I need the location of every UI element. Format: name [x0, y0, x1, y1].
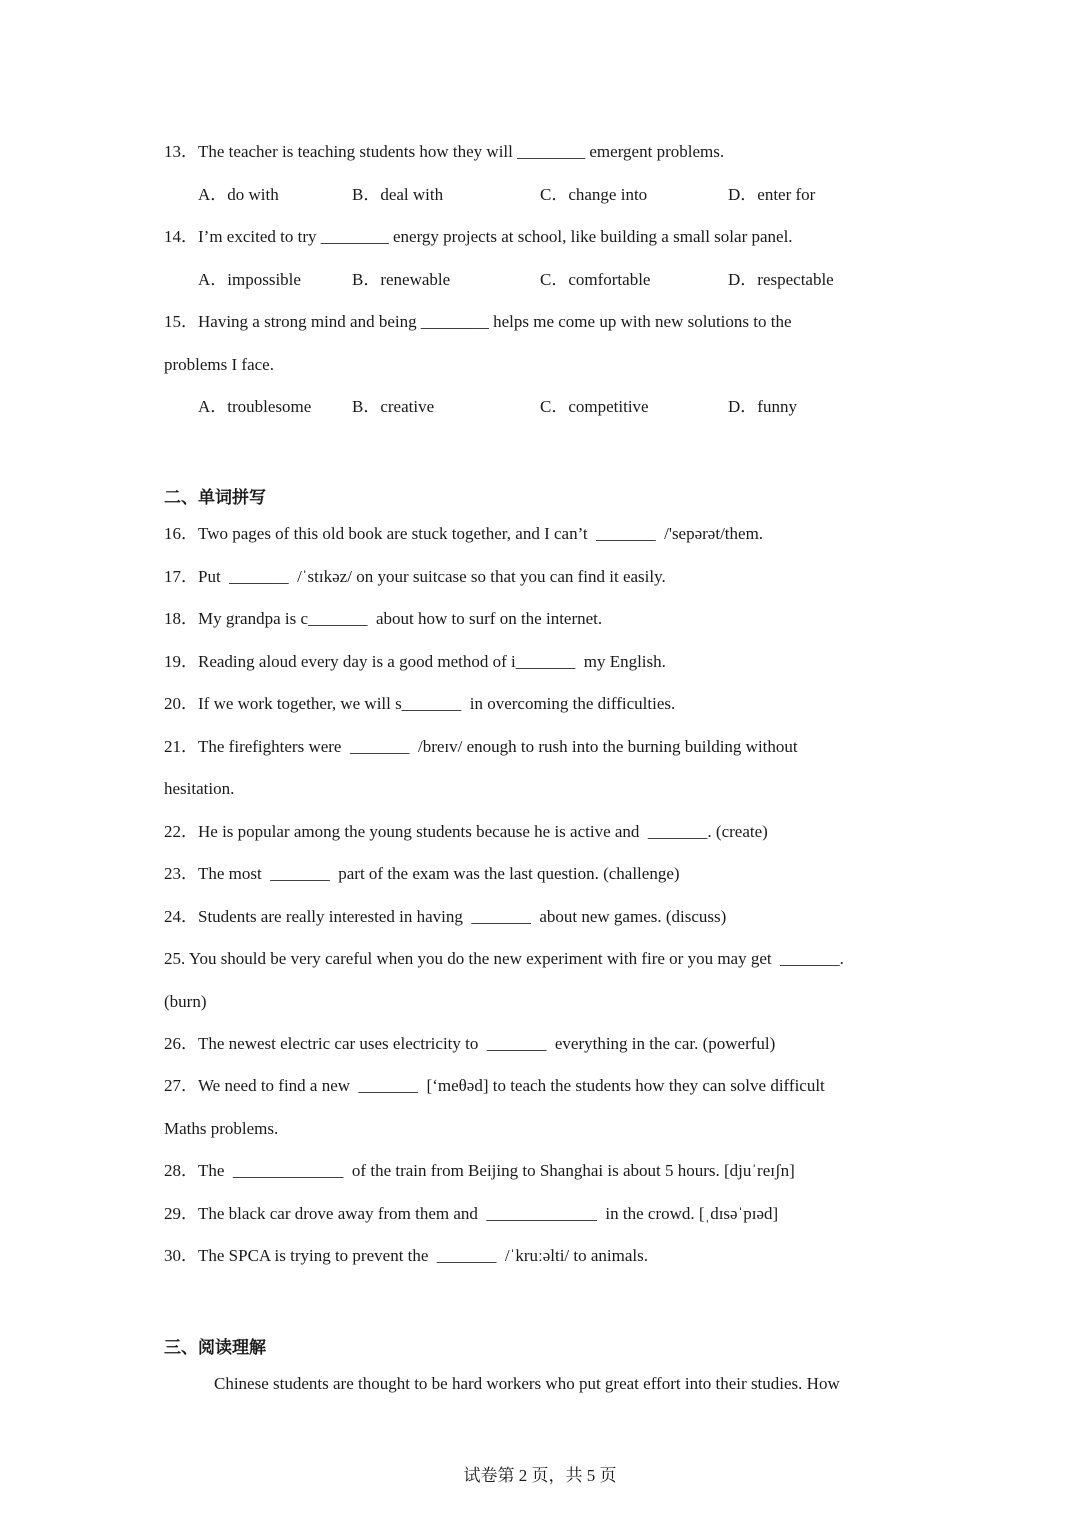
question-25-line2: (burn) — [164, 992, 207, 1011]
option-a: A．do with — [198, 185, 279, 204]
question-21-line2: hesitation. — [164, 779, 235, 798]
question-13-stem: 13．The teacher is teaching students how they will ________ emergent problems. — [164, 142, 725, 161]
page-footer: 试卷第 2 页，共 5 页 — [463, 1466, 617, 1485]
section-3-title: 三、阅读理解 — [164, 1338, 266, 1358]
question-24: 24．Students are really interested in having _______ about new games. (discuss) — [164, 907, 727, 926]
question-15-stem-line2: problems I face. — [164, 355, 274, 374]
question-26: 26．The newest electric car uses electricity to _______ everything in the car. (powerful) — [164, 1034, 776, 1053]
option-b: B．creative — [352, 397, 435, 416]
question-30: 30．The SPCA is trying to prevent the _______ /ˈkruːəlti/ to animals. — [164, 1246, 648, 1265]
option-d: D．funny — [728, 397, 797, 416]
question-23: 23．The most _______ part of the exam was the last question. (challenge) — [164, 864, 680, 883]
option-c: C．comfortable — [540, 270, 651, 289]
question-15-stem-line1: 15．Having a strong mind and being ________ helps me come up with new solutions to the — [164, 312, 792, 331]
question-14-stem: 14．I’m excited to try ________ energy projects at school, like building a small solar panel. — [164, 227, 793, 246]
question-18: 18．My grandpa is c_______ about how to surf on the internet. — [164, 609, 603, 628]
question-29: 29．The black car drove away from them and _____________ in the crowd. [ˌdɪsəˈpɪəd] — [164, 1204, 779, 1223]
option-a: A．troublesome — [198, 397, 312, 416]
question-16: 16．Two pages of this old book are stuck together, and I can’t _______ /'sepərət/them. — [164, 524, 764, 543]
option-d: D．respectable — [728, 270, 834, 289]
option-b: B．deal with — [352, 185, 444, 204]
reading-passage-line1: Chinese students are thought to be hard workers who put great effort into their studies. How — [214, 1374, 840, 1393]
question-22: 22．He is popular among the young students because he is active and _______. (create) — [164, 822, 768, 841]
option-a: A．impossible — [198, 270, 301, 289]
option-d: D．enter for — [728, 185, 816, 204]
option-c: C．competitive — [540, 397, 649, 416]
option-c: C．change into — [540, 185, 648, 204]
option-b: B．renewable — [352, 270, 451, 289]
question-17: 17．Put _______ /ˈstɪkəz/ on your suitcase so that you can find it easily. — [164, 567, 666, 586]
question-19: 19．Reading aloud every day is a good method of i_______ my English. — [164, 652, 666, 671]
question-28: 28．The _____________ of the train from Beijing to Shanghai is about 5 hours. [djuˈreɪʃn] — [164, 1161, 795, 1180]
question-25-line1: 25. You should be very careful when you do the new experiment with fire or you may get _______. — [164, 949, 844, 968]
question-27-line1: 27．We need to find a new _______ [‘meθəd] to teach the students how they can solve difficult — [164, 1076, 825, 1095]
section-2-title: 二、单词拼写 — [164, 488, 266, 508]
question-21-line1: 21．The firefighters were _______ /breɪv/ enough to rush into the burning building without — [164, 737, 798, 756]
question-20: 20．If we work together, we will s_______ in overcoming the difficulties. — [164, 694, 676, 713]
question-27-line2: Maths problems. — [164, 1119, 279, 1138]
